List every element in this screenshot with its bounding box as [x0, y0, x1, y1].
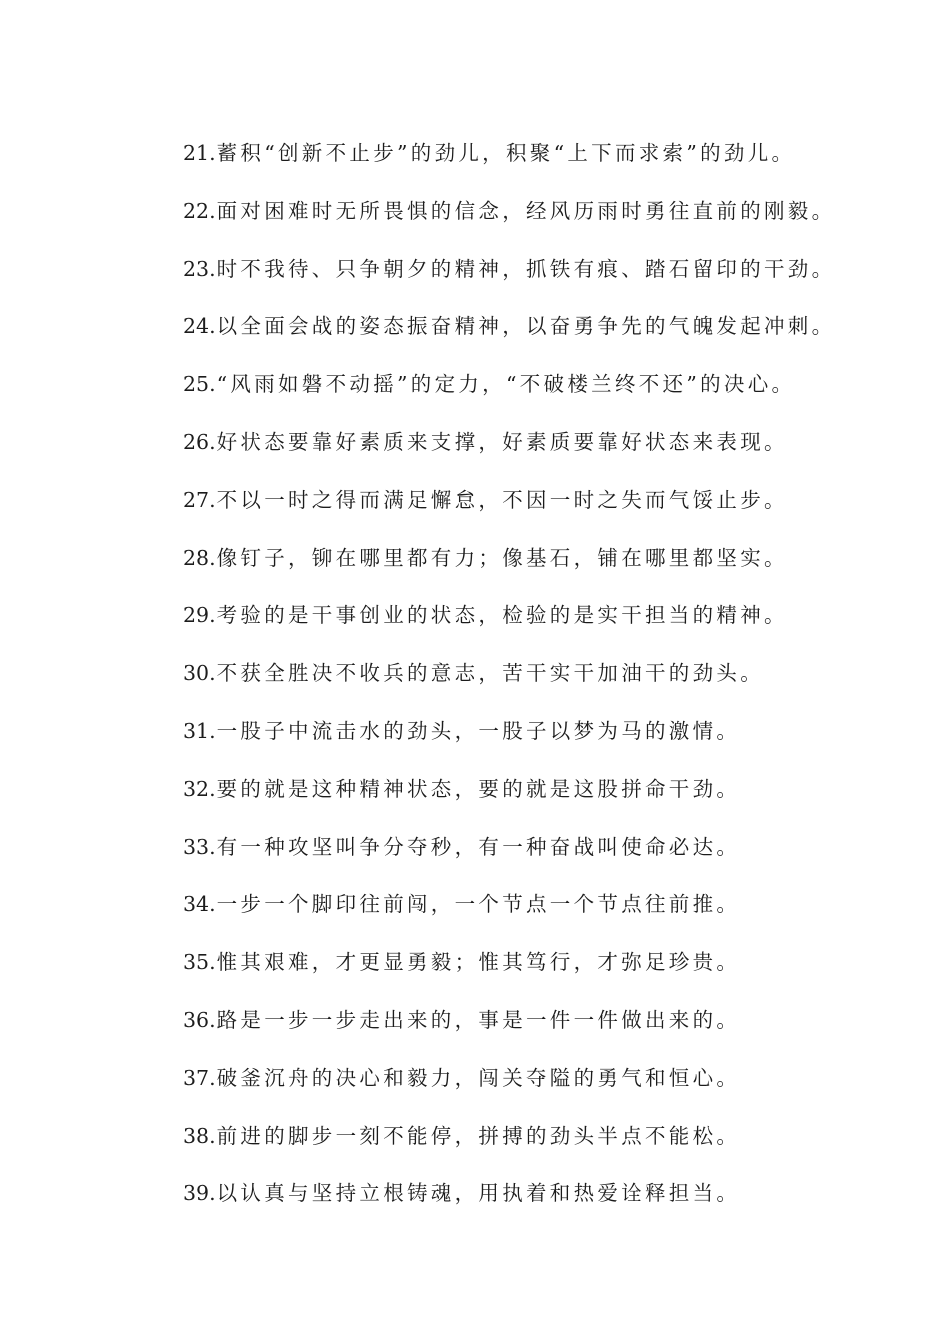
item-number: 33. — [183, 834, 216, 859]
list-item — [183, 191, 883, 249]
list-item — [183, 827, 883, 885]
item-number: 29. — [183, 603, 216, 628]
list-item — [183, 1000, 883, 1058]
item-number: 35. — [183, 950, 216, 975]
item-number: 21. — [183, 141, 216, 165]
item-number: 36. — [183, 1007, 216, 1032]
item-text: 时不我待、只争朝夕的精神，抓铁有痕、踏石留印的干劲。 — [216, 256, 836, 281]
item-text: 不以一时之得而满足懈怠，不因一时之失而气馁止步。 — [216, 487, 788, 512]
item-text: 面对困难时无所畏惧的信念，经风历雨时勇往直前的刚毅。 — [216, 198, 836, 223]
list-item — [183, 1058, 883, 1116]
item-number: 27. — [183, 487, 216, 512]
list-item — [183, 769, 883, 827]
list-item — [183, 133, 883, 191]
item-text: 前进的脚步一刻不能停，拼搏的劲头半点不能松。 — [216, 1123, 741, 1148]
item-number: 25. — [183, 372, 216, 397]
list-item — [183, 480, 883, 538]
item-number: 30. — [183, 661, 216, 686]
item-text: 一股子中流击水的劲头，一股子以梦为马的激情。 — [216, 718, 741, 743]
item-text: 有一种攻坚叫争分夺秒，有一种奋战叫使命必达。 — [216, 834, 741, 859]
list-item — [183, 653, 883, 711]
list-item — [183, 1116, 883, 1174]
item-number: 26. — [183, 429, 216, 454]
item-number: 38. — [183, 1123, 216, 1148]
item-number: 22. — [183, 198, 216, 223]
item-text: 以全面会战的姿态振奋精神，以奋勇争先的气魄发起冲刺。 — [216, 314, 836, 339]
item-number: 31. — [183, 718, 216, 743]
item-text: “风雨如磐不动摇”的定力，“不破楼兰终不还”的决心。 — [216, 372, 796, 397]
item-number: 39. — [183, 1181, 216, 1206]
item-text: 路是一步一步走出来的，事是一件一件做出来的。 — [216, 1007, 741, 1032]
numbered-list — [183, 133, 883, 1231]
item-text: 好状态要靠好素质来支撑，好素质要靠好状态来表现。 — [216, 429, 788, 454]
list-item — [183, 364, 883, 422]
item-text: 蓄积“创新不止步”的劲儿，积聚“上下而求索”的劲儿。 — [216, 141, 796, 165]
item-text: 不获全胜决不收兵的意志，苦干实干加油干的劲头。 — [216, 661, 765, 686]
item-text: 破釜沉舟的决心和毅力，闯关夺隘的勇气和恒心。 — [216, 1065, 741, 1090]
item-number: 32. — [183, 776, 216, 801]
list-item — [183, 306, 883, 364]
item-text: 像钉子，铆在哪里都有力；像基石，铺在哪里都坚实。 — [216, 545, 788, 570]
list-item — [183, 249, 883, 307]
list-item — [183, 884, 883, 942]
list-item — [183, 538, 883, 596]
item-text: 以认真与坚持立根铸魂，用执着和热爱诠释担当。 — [216, 1181, 741, 1206]
item-number: 34. — [183, 892, 216, 917]
list-item — [183, 1173, 883, 1231]
item-text: 惟其艰难，才更显勇毅；惟其笃行，才弥足珍贵。 — [216, 950, 741, 975]
item-number: 23. — [183, 256, 216, 281]
item-text: 考验的是干事创业的状态，检验的是实干担当的精神。 — [216, 603, 788, 628]
item-number: 24. — [183, 314, 216, 339]
list-item — [183, 595, 883, 653]
list-item — [183, 942, 883, 1000]
item-text: 要的就是这种精神状态，要的就是这股拼命干劲。 — [216, 776, 741, 801]
list-item — [183, 422, 883, 480]
item-text: 一步一个脚印往前闯，一个节点一个节点往前推。 — [216, 892, 741, 917]
list-item — [183, 711, 883, 769]
item-number: 28. — [183, 545, 216, 570]
item-number: 37. — [183, 1065, 216, 1090]
